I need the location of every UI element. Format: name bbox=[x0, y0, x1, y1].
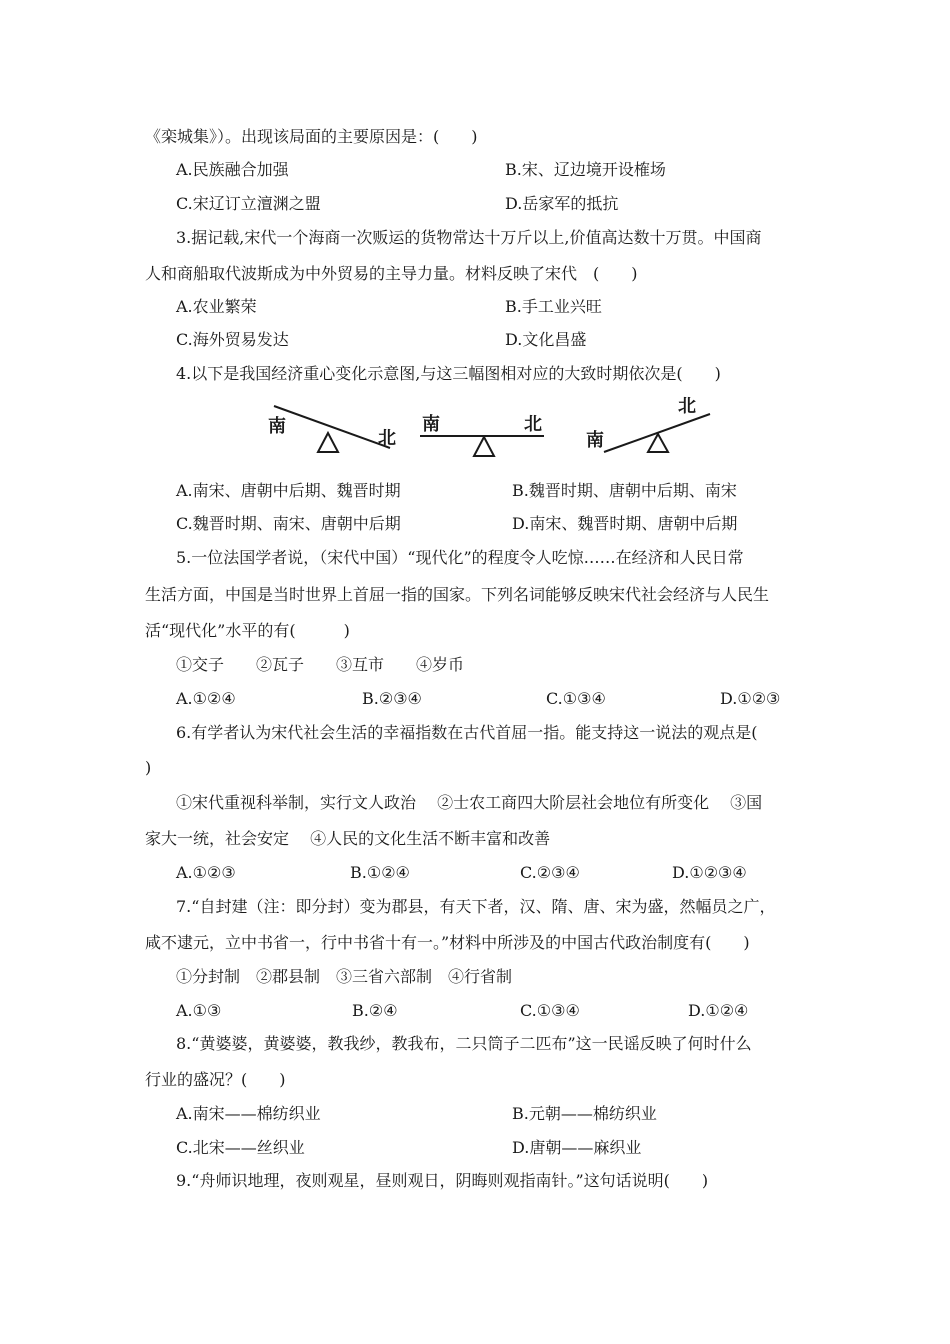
q5-items: ①交子 ②瓦子 ③互市 ④岁币 bbox=[176, 655, 465, 674]
q6-items-line1: ①宋代重视科举制，实行文人政治 ②士农工商四大阶层社会地位有所变化 ③国 bbox=[176, 793, 763, 812]
q4-stem-line1: 4.以下是我国经济重心变化示意图,与这三幅图相对应的大致时期依次是( ) bbox=[176, 364, 721, 383]
q6-option-d: D.①②③④ bbox=[672, 863, 747, 882]
q5-stem-line2: 生活方面，中国是当时世界上首屈一指的国家。下列名词能够反映宋代社会经济与人民生 bbox=[145, 585, 770, 604]
q8-stem-line1: 8.“黄婆婆，黄婆婆，教我纱，教我布，二只筒子二匹布”这一民谣反映了何时什么 bbox=[176, 1034, 752, 1053]
q6-option-b: B.①②④ bbox=[350, 863, 410, 882]
q5-option-b: B.②③④ bbox=[362, 689, 422, 708]
q6-option-a: A.①②③ bbox=[176, 863, 236, 882]
q3-option-a: A.农业繁荣 bbox=[176, 297, 257, 316]
scale-3 bbox=[586, 396, 710, 452]
q6-stem-line1: 6.有学者认为宋代社会生活的幸福指数在古代首屈一指。能支持这一说法的观点是( bbox=[176, 723, 758, 742]
scale-3-south-label: 南 bbox=[586, 430, 604, 451]
q6-items-line2: 家大一统，社会安定 ④人民的文化生活不断丰富和改善 bbox=[145, 829, 551, 848]
q3-stem-line2: 人和商船取代波斯成为中外贸易的主导力量。材料反映了宋代 ( ) bbox=[145, 264, 638, 283]
q5-option-d: D.①②③ bbox=[720, 689, 781, 708]
q7-option-a: A.①③ bbox=[176, 1001, 222, 1020]
q5-stem-line3: 活“现代化”水平的有( ) bbox=[145, 621, 350, 640]
scale-2-north-label: 北 bbox=[524, 414, 542, 435]
q2-stem-tail: 《栾城集》）。出现该局面的主要原因是：( ) bbox=[145, 127, 478, 146]
scale-2-south-label: 南 bbox=[422, 414, 440, 435]
q5-option-c: C.①③④ bbox=[546, 689, 606, 708]
q2-option-a: A.民族融合加强 bbox=[176, 160, 289, 179]
q6-option-c: C.②③④ bbox=[520, 863, 580, 882]
q7-option-d: D.①②④ bbox=[688, 1001, 749, 1020]
q7-option-c: C.①③④ bbox=[520, 1001, 580, 1020]
q8-option-a: A.南宋——棉纺织业 bbox=[176, 1104, 321, 1123]
q4-option-d: D.南宋、魏晋时期、唐朝中后期 bbox=[512, 514, 738, 533]
q3-stem-line1: 3.据记载,宋代一个海商一次贩运的货物常达十万斤以上,价值高达数十万贯。中国商 bbox=[176, 228, 762, 247]
q2-option-c: C.宋辽订立澶渊之盟 bbox=[176, 194, 321, 213]
q3-option-b: B.手工业兴旺 bbox=[505, 297, 602, 316]
q4-option-b: B.魏晋时期、唐朝中后期、南宋 bbox=[512, 481, 737, 500]
q5-option-a: A.①②④ bbox=[176, 689, 236, 708]
q4-option-a: A.南宋、唐朝中后期、魏晋时期 bbox=[176, 481, 401, 500]
q6-stem-line2: ) bbox=[145, 758, 152, 777]
q8-stem-line2: 行业的盛况？( ) bbox=[145, 1070, 286, 1089]
q9-stem-line1: 9.“舟师识地理，夜则观星，昼则观日，阴晦则观指南针。”这句话说明( ) bbox=[176, 1171, 709, 1190]
q4-option-c: C.魏晋时期、南宋、唐朝中后期 bbox=[176, 514, 401, 533]
q2-option-d: D.岳家军的抵抗 bbox=[505, 194, 619, 213]
q8-option-d: D.唐朝——麻织业 bbox=[512, 1138, 642, 1157]
scale-1-south-label: 南 bbox=[268, 416, 286, 437]
q2-option-b: B.宋、辽边境开设榷场 bbox=[505, 160, 666, 179]
scale-1 bbox=[268, 406, 396, 452]
q5-stem-line1: 5.一位法国学者说，（宋代中国）“现代化”的程度令人吃惊……在经济和人民日常 bbox=[176, 548, 744, 567]
scale-3-north-label: 北 bbox=[678, 396, 696, 417]
q7-option-b: B.②④ bbox=[352, 1001, 398, 1020]
scale-2 bbox=[420, 413, 544, 456]
q3-option-c: C.海外贸易发达 bbox=[176, 330, 289, 349]
q7-stem-line1: 7.“自封建（注：即分封）变为郡县，有天下者，汉、隋、唐、宋为盛，然幅员之广， bbox=[176, 897, 776, 916]
economic-center-diagram bbox=[262, 386, 722, 466]
q7-items: ①分封制 ②郡县制 ③三省六部制 ④行省制 bbox=[176, 967, 513, 986]
q8-option-b: B.元朝——棉纺织业 bbox=[512, 1104, 657, 1123]
q8-option-c: C.北宋——丝织业 bbox=[176, 1138, 305, 1157]
scale-1-north-label: 北 bbox=[378, 428, 396, 449]
q7-stem-line2: 咸不逮元，立中书省一，行中书省十有一。”材料中所涉及的中国古代政治制度有( ) bbox=[145, 933, 750, 952]
q3-option-d: D.文化昌盛 bbox=[505, 330, 587, 349]
